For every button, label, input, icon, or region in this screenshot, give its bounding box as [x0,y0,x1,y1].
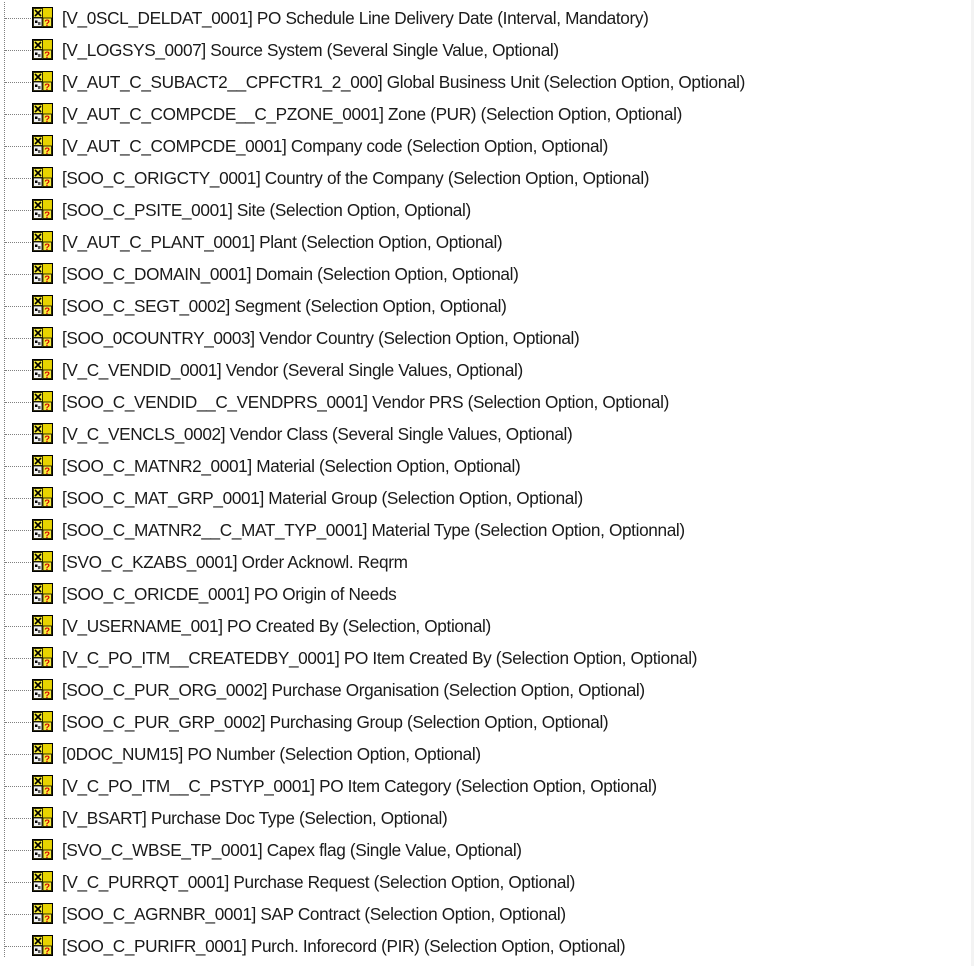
svg-text:?: ? [44,690,51,700]
tree-branch-line [5,434,31,435]
tree-item[interactable] [0,578,974,610]
variable-node-icon [32,583,53,604]
variable-node-icon [32,423,53,444]
variable-node-icon [32,711,53,732]
svg-text:?: ? [44,562,51,572]
tree-branch-line [5,914,31,915]
tree-item[interactable] [0,98,974,130]
tree-item-label: [SVO_C_KZABS_0001] Order Acknowl. Reqrm [62,552,408,572]
tree-branch-line [5,82,31,83]
svg-text:?: ? [44,274,51,284]
tree-item-label: [SOO_C_SEGT_0002] Segment (Selection Option, Optional) [62,296,507,316]
tree-branch-line [5,818,31,819]
tree-item[interactable] [0,546,974,578]
tree-item-label: [SOO_C_MATNR2__C_MAT_TYP_0001] Material Type (Selection Option, Optionnal) [62,520,685,540]
variable-node-icon [32,807,53,828]
tree-branch-line [5,18,31,19]
tree-branch-line [5,850,31,851]
tree-item-label: [SOO_C_ORICDE_0001] PO Origin of Needs [62,584,397,604]
tree-branch-line [5,402,31,403]
svg-text:?: ? [44,754,51,764]
svg-text:?: ? [44,722,51,732]
tree-item-label: [V_AUT_C_COMPCDE_0001] Company code (Selection Option, Optional) [62,136,609,156]
tree-branch-line [5,50,31,51]
tree-item[interactable] [0,450,974,482]
svg-text:?: ? [44,178,51,188]
svg-text:?: ? [44,18,51,28]
tree-rows [0,2,974,962]
tree-item[interactable] [0,162,974,194]
variable-node-icon [32,135,53,156]
tree-item-label: [SOO_C_ORIGCTY_0001] Country of the Company (Selection Option, Optional) [62,168,650,188]
tree-branch-line [5,306,31,307]
svg-text:?: ? [44,242,51,252]
tree-item[interactable] [0,2,974,34]
variable-node-icon [32,519,53,540]
tree-branch-line [5,722,31,723]
svg-text:?: ? [44,818,51,828]
tree-item-label: [SOO_C_DOMAIN_0001] Domain (Selection Option, Optional) [62,264,519,284]
svg-text:?: ? [44,658,51,668]
tree-item-label: [SOO_C_PURIFR_0001] Purch. Inforecord (PIR) (Selection Option, Optional) [62,936,626,956]
variable-node-icon [32,295,53,316]
tree-item[interactable] [0,290,974,322]
tree-item-label: [V_C_VENCLS_0002] Vendor Class (Several Single Values, Optional) [62,424,573,444]
tree-item-label: [SOO_C_PUR_ORG_0002] Purchase Organisation (Selection Option, Optional) [62,680,645,700]
variable-node-icon [32,231,53,252]
tree-item-label: [V_AUT_C_SUBACT2__CPFCTR1_2_000] Global Business Unit (Selection Option, Optional) [62,72,746,92]
tree-item-label: [V_C_VENDID_0001] Vendor (Several Single Values, Optional) [62,360,523,380]
tree-branch-line [5,466,31,467]
tree-item-label: [V_AUT_C_COMPCDE__C_PZONE_0001] Zone (PUR) (Selection Option, Optional) [62,104,682,124]
tree-item-label: [0DOC_NUM15] PO Number (Selection Option, Optional) [62,744,481,764]
tree-item[interactable] [0,930,974,962]
tree-item[interactable] [0,674,974,706]
tree-item-label: [V_LOGSYS_0007] Source System (Several Single Value, Optional) [62,40,559,60]
svg-text:?: ? [44,114,51,124]
svg-text:?: ? [44,306,51,316]
svg-text:?: ? [44,850,51,860]
variable-node-icon [32,455,53,476]
variable-tree [0,2,974,962]
tree-branch-line [5,370,31,371]
variable-node-icon [32,903,53,924]
tree-item[interactable] [0,866,974,898]
svg-text:?: ? [44,626,51,636]
tree-item-label: [V_C_PURRQT_0001] Purchase Request (Selection Option, Optional) [62,872,575,892]
tree-item-label: [SOO_C_PSITE_0001] Site (Selection Option, Optional) [62,200,471,220]
svg-text:?: ? [44,498,51,508]
variable-node-icon [32,327,53,348]
tree-item[interactable] [0,482,974,514]
tree-item-label: [SOO_C_MATNR2_0001] Material (Selection Option, Optional) [62,456,521,476]
tree-item-label: [V_USERNAME_001] PO Created By (Selection, Optional) [62,616,491,636]
variable-node-icon [32,199,53,220]
svg-text:?: ? [44,50,51,60]
tree-item[interactable] [0,706,974,738]
variable-node-icon [32,839,53,860]
svg-text:?: ? [44,946,51,956]
tree-item[interactable] [0,738,974,770]
svg-text:?: ? [44,402,51,412]
tree-item[interactable] [0,418,974,450]
tree-branch-line [5,146,31,147]
tree-item[interactable] [0,770,974,802]
tree-branch-line [5,562,31,563]
tree-item[interactable] [0,322,974,354]
variable-node-icon [32,39,53,60]
tree-branch-line [5,338,31,339]
tree-item-label: [V_0SCL_DELDAT_0001] PO Schedule Line Delivery Date (Interval, Mandatory) [62,8,649,28]
tree-item[interactable] [0,514,974,546]
variable-node-icon [32,615,53,636]
tree-item[interactable] [0,610,974,642]
tree-item[interactable] [0,258,974,290]
svg-text:?: ? [44,82,51,92]
svg-text:?: ? [44,338,51,348]
svg-text:?: ? [44,530,51,540]
svg-text:?: ? [44,466,51,476]
variable-node-icon [32,103,53,124]
variable-node-icon [32,775,53,796]
tree-item[interactable] [0,834,974,866]
tree-branch-line [5,786,31,787]
tree-item[interactable] [0,130,974,162]
tree-branch-line [5,274,31,275]
tree-branch-line [5,242,31,243]
tree-item[interactable] [0,34,974,66]
variable-node-icon [32,167,53,188]
variable-node-icon [32,359,53,380]
variable-node-icon [32,647,53,668]
tree-branch-line [5,498,31,499]
variable-node-icon [32,71,53,92]
tree-item-label: [V_C_PO_ITM__C_PSTYP_0001] PO Item Category (Selection Option, Optional) [62,776,657,796]
svg-text:?: ? [44,914,51,924]
tree-item-label: [V_C_PO_ITM__CREATEDBY_0001] PO Item Created By (Selection Option, Optional) [62,648,698,668]
tree-branch-line [5,690,31,691]
tree-item[interactable] [0,226,974,258]
tree-item[interactable] [0,194,974,226]
tree-item-label: [SOO_C_PUR_GRP_0002] Purchasing Group (Selection Option, Optional) [62,712,609,732]
tree-item-label: [V_AUT_C_PLANT_0001] Plant (Selection Option, Optional) [62,232,503,252]
variable-node-icon [32,551,53,572]
tree-item[interactable] [0,898,974,930]
tree-branch-line [5,594,31,595]
tree-item-label: [SVO_C_WBSE_TP_0001] Capex flag (Single Value, Optional) [62,840,522,860]
variable-node-icon [32,679,53,700]
tree-branch-line [5,530,31,531]
tree-branch-line [5,882,31,883]
tree-branch-line [5,114,31,115]
tree-item[interactable] [0,66,974,98]
tree-item-label: [SOO_C_AGRNBR_0001] SAP Contract (Selection Option, Optional) [62,904,566,924]
variable-node-icon [32,487,53,508]
tree-item[interactable] [0,642,974,674]
tree-branch-line [5,946,31,947]
tree-item-label: [SOO_C_MAT_GRP_0001] Material Group (Selection Option, Optional) [62,488,583,508]
tree-item[interactable] [0,802,974,834]
variable-node-icon [32,7,53,28]
variable-node-icon [32,391,53,412]
svg-text:?: ? [44,146,51,156]
variable-node-icon [32,935,53,956]
svg-text:?: ? [44,434,51,444]
svg-text:?: ? [44,594,51,604]
tree-item-label: [SOO_C_VENDID__C_VENDPRS_0001] Vendor PRS (Selection Option, Optional) [62,392,669,412]
tree-item[interactable] [0,354,974,386]
tree-branch-line [5,658,31,659]
tree-branch-line [5,210,31,211]
svg-text:?: ? [44,786,51,796]
variable-node-icon [32,263,53,284]
svg-text:?: ? [44,210,51,220]
tree-item-label: [V_BSART] Purchase Doc Type (Selection, Optional) [62,808,448,828]
tree-item[interactable] [0,386,974,418]
tree-branch-line [5,626,31,627]
tree-branch-line [5,754,31,755]
variable-node-icon [32,743,53,764]
tree-branch-line [5,178,31,179]
variable-node-icon [32,871,53,892]
svg-text:?: ? [44,882,51,892]
tree-item-label: [SOO_0COUNTRY_0003] Vendor Country (Selection Option, Optional) [62,328,580,348]
svg-text:?: ? [44,370,51,380]
